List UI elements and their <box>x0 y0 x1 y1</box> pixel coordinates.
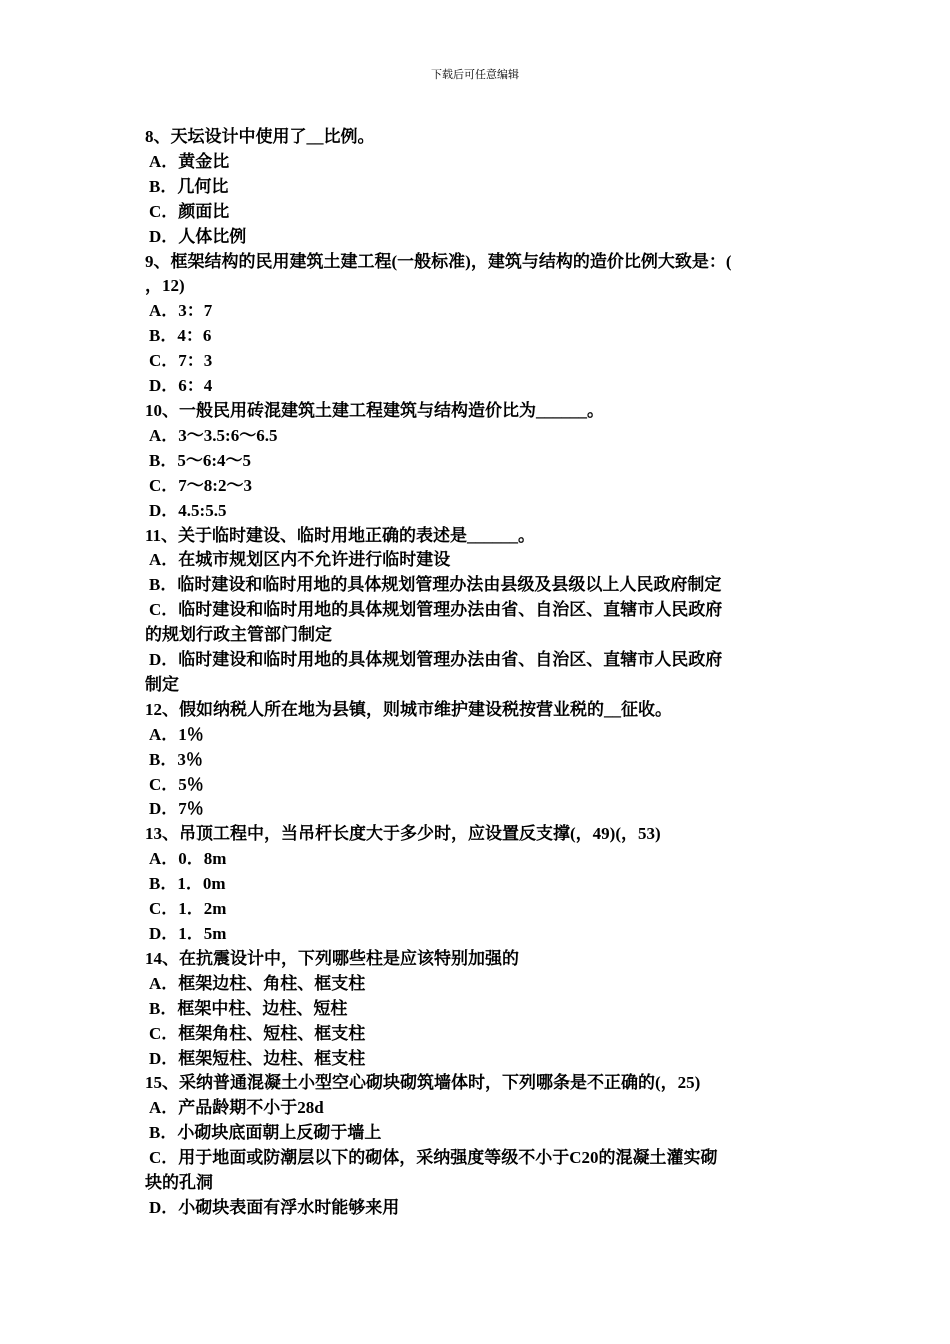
answer-option-text: C．5％ <box>149 774 204 794</box>
answer-option-text: C．1．2m <box>149 899 227 919</box>
answer-option-text: B．框架中柱、边柱、短柱 <box>149 998 348 1018</box>
answer-option <box>145 723 810 748</box>
answer-option <box>145 1121 810 1146</box>
answer-option-text: A．黄金比 <box>149 151 230 171</box>
answer-option <box>145 748 810 773</box>
question-item <box>145 524 810 698</box>
answer-option-text: A．在城市规划区内不允许进行临时建设 <box>149 550 451 570</box>
answer-option-text: C．临时建设和临时用地的具体规划管理办法由省、自治区、直辖市人民政府 <box>149 600 723 620</box>
answer-option-text: C．颜面比 <box>149 201 230 221</box>
answer-option-text: B．5～6:4～5 <box>149 450 251 470</box>
answer-option <box>145 299 810 324</box>
question-stem: 14、在抗震设计中，下列哪些柱是应该特别加强的 <box>145 948 519 968</box>
answer-option-text: 块的孔洞 <box>145 1173 213 1193</box>
question-item <box>145 250 810 399</box>
answer-option <box>145 200 810 225</box>
answer-option <box>145 499 810 524</box>
question-item <box>145 822 810 947</box>
answer-option <box>145 847 810 872</box>
answer-option <box>145 598 810 648</box>
answer-option <box>145 972 810 997</box>
answer-option-text: C．7：3 <box>149 351 213 371</box>
answer-option <box>145 225 810 250</box>
answer-option-text: B．临时建设和临时用地的具体规划管理办法由县级及县级以上人民政府制定 <box>149 575 722 595</box>
question-list <box>145 125 810 1221</box>
answer-option <box>145 424 810 449</box>
answer-option <box>145 773 810 798</box>
page-header: 下载后可任意编辑 <box>431 68 519 81</box>
answer-option-text: D．小砌块表面有浮水时能够来用 <box>149 1197 400 1217</box>
question-item <box>145 947 810 1072</box>
question-stem: ，12) <box>145 276 185 296</box>
question-item <box>145 1071 810 1220</box>
answer-option-text: D．临时建设和临时用地的具体规划管理办法由省、自治区、直辖市人民政府 <box>149 650 723 670</box>
answer-option-text: A．框架边柱、角柱、框支柱 <box>149 973 366 993</box>
question-stem: 15、采纳普通混凝土小型空心砌块砌筑墙体时，下列哪条是不正确的(，25) <box>145 1073 701 1093</box>
answer-option <box>145 474 810 499</box>
answer-option-text: B．4：6 <box>149 326 212 346</box>
answer-option <box>145 324 810 349</box>
answer-option-text: A．0．8m <box>149 849 227 869</box>
question-stem: 10、一般民用砖混建筑土建工程建筑与结构造价比为______。 <box>145 400 604 420</box>
answer-option <box>145 150 810 175</box>
answer-option-text: D．6：4 <box>149 376 213 396</box>
answer-option-text: 的规划行政主管部门制定 <box>145 625 332 645</box>
answer-option <box>145 872 810 897</box>
answer-option-text: D．4.5:5.5 <box>149 500 227 520</box>
answer-option-text: 制定 <box>145 674 179 694</box>
question-item <box>145 125 810 250</box>
answer-option-text: B．小砌块底面朝上反砌于墙上 <box>149 1123 382 1143</box>
answer-option-text: B．几何比 <box>149 176 229 196</box>
answer-option <box>145 175 810 200</box>
answer-option-text: A．3：7 <box>149 301 213 321</box>
question-stem: 9、框架结构的民用建筑土建工程(一般标准)，建筑与结构的造价比例大致是：( <box>145 251 732 271</box>
answer-option <box>145 374 810 399</box>
answer-option-text: C．框架角柱、短柱、框支柱 <box>149 1023 366 1043</box>
answer-option <box>145 1146 810 1196</box>
answer-option <box>145 1196 810 1221</box>
answer-option-text: D．1．5m <box>149 924 227 943</box>
answer-option <box>145 1096 810 1121</box>
question-item <box>145 698 810 823</box>
answer-option <box>145 922 810 947</box>
answer-option-text: C．7～8:2～3 <box>149 475 252 495</box>
answer-option-text: B．3％ <box>149 749 203 769</box>
question-stem: 13、吊顶工程中，当吊杆长度大于多少时，应设置反支撑(，49)(，53) <box>145 824 661 844</box>
answer-option-text: C．用于地面或防潮层以下的砌体，采纳强度等级不小于C20的混凝土灌实砌 <box>149 1148 718 1168</box>
answer-option-text: D．人体比例 <box>149 226 247 246</box>
answer-option-text: D．框架短柱、边柱、框支柱 <box>149 1048 366 1068</box>
answer-option <box>145 1047 810 1072</box>
question-item <box>145 399 810 524</box>
answer-option <box>145 897 810 922</box>
answer-option-text: A．1％ <box>149 724 204 744</box>
answer-option <box>145 573 810 598</box>
answer-option <box>145 548 810 573</box>
answer-option <box>145 797 810 822</box>
question-stem: 12、假如纳税人所在地为县镇，则城市维护建设税按营业税的__征收。 <box>145 699 672 719</box>
answer-option <box>145 997 810 1022</box>
answer-option-text: A．产品龄期不小于28d <box>149 1098 324 1118</box>
question-stem: 11、关于临时建设、临时用地正确的表述是______。 <box>145 525 536 545</box>
answer-option-text: B．1．0m <box>149 874 226 894</box>
answer-option <box>145 1022 810 1047</box>
answer-option <box>145 648 810 698</box>
answer-option-text: A．3～3.5:6～6.5 <box>149 425 278 445</box>
answer-option <box>145 449 810 474</box>
answer-option <box>145 349 810 374</box>
answer-option-text: D．7％ <box>149 799 204 819</box>
question-stem: 8、天坛设计中使用了__比例。 <box>145 127 375 146</box>
